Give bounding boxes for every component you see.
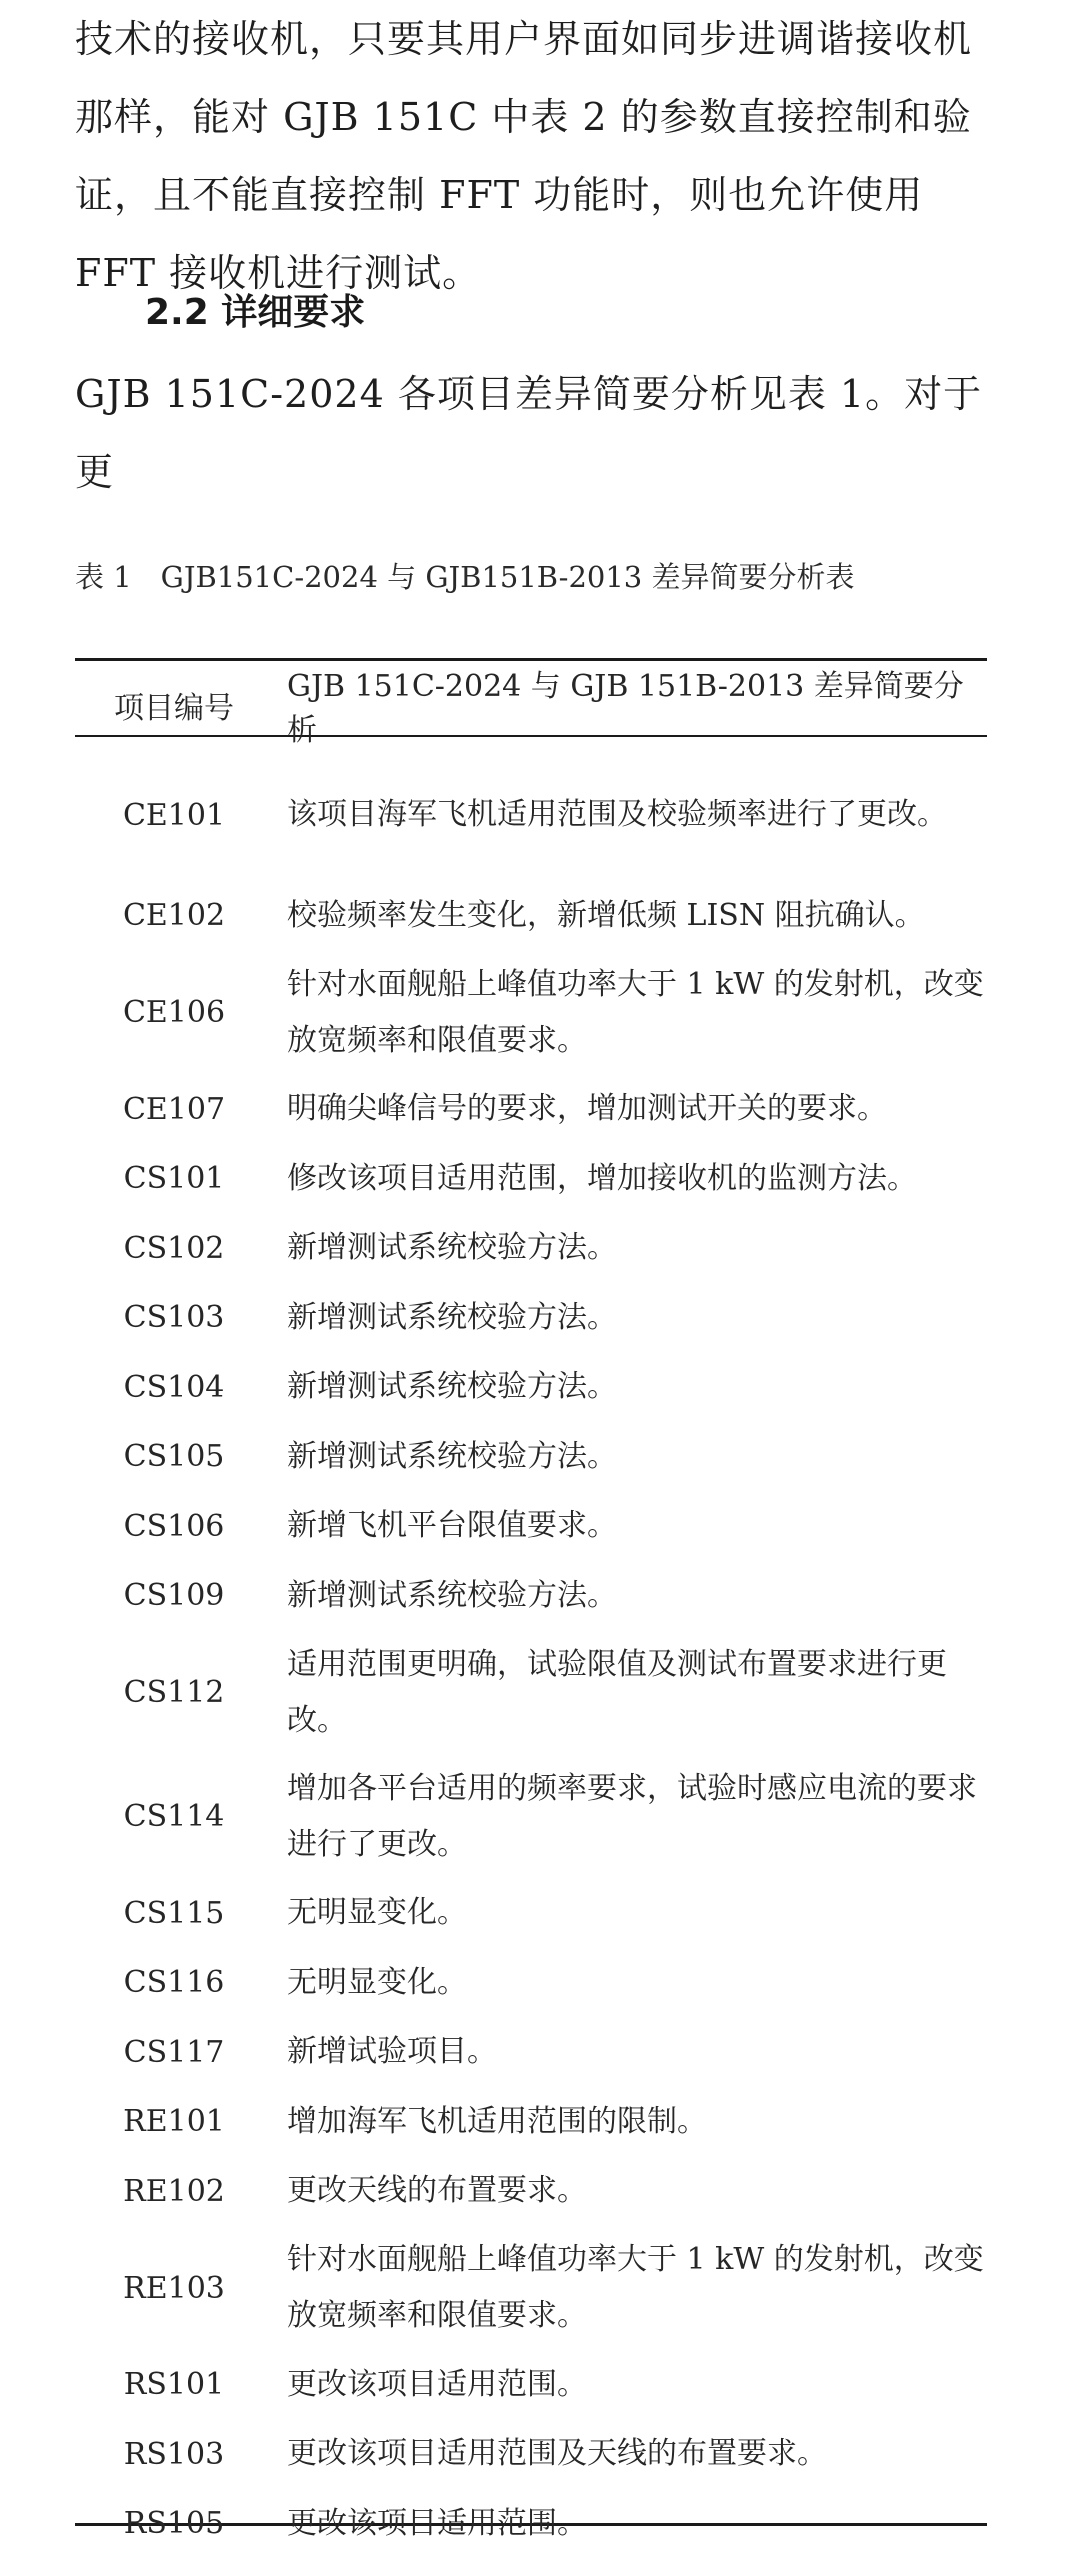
table-row	[75, 749, 987, 881]
section-paragraph: GJB 151C-2024 各项目差异简要分析见表 1。对于更	[75, 372, 983, 494]
table-row	[75, 2420, 987, 2490]
item-analysis: 修改该项目适用范围，增加接收机的监测方法。	[287, 1160, 917, 1196]
table-row	[75, 1561, 987, 1631]
table-row	[75, 2489, 987, 2559]
table-row	[75, 1144, 987, 1214]
table-row	[75, 1075, 987, 1145]
item-code: CS109	[123, 1578, 225, 1614]
header-analysis: GJB 151C-2024 与 GJB 151B-2013 差异简要分析	[287, 669, 964, 748]
table-row	[75, 2350, 987, 2420]
item-analysis: 该项目海军飞机适用范围及校验频率进行了更改。	[287, 797, 947, 832]
table-row	[75, 2018, 987, 2088]
item-analysis: 无明显变化。	[287, 1964, 467, 2000]
item-analysis: 新增试验项目。	[287, 2034, 497, 2070]
item-analysis: 新增测试系统校验方法。	[287, 1369, 617, 1405]
item-analysis: 更改该项目适用范围及天线的布置要求。	[287, 2436, 827, 2472]
item-analysis: 适用范围更明确，试验限值及测试布置要求进行更改。	[287, 1646, 947, 1738]
table-caption: 表 1 GJB151C-2024 与 GJB151B-2013 差异简要分析表	[75, 560, 855, 594]
item-code: CS102	[123, 1230, 225, 1266]
item-code: CE106	[122, 995, 226, 1030]
table-row	[75, 2087, 987, 2157]
item-analysis: 新增测试系统校验方法。	[287, 1577, 617, 1613]
item-code: CS112	[123, 1675, 225, 1710]
item-code: CS103	[123, 1300, 225, 1336]
difference-table	[75, 661, 987, 2559]
item-analysis: 校验频率发生变化，新增低频 LISN 阻抗确认。	[287, 897, 925, 933]
item-analysis: 针对水面舰船上峰值功率大于 1 kW 的发射机，改变放宽频率和限值要求。	[287, 966, 984, 1058]
table-row	[75, 881, 987, 951]
item-analysis: 更改该项目适用范围。	[287, 2366, 587, 2402]
intro-paragraph: 技术的接收机，只要其用户界面如同步进调谐接收机那样，能对 GJB 151C 中表 2 的参数直接控制和验证，且不能直接控制 FFT 功能时，则也允许使用 FFT 接收机进行测试。	[75, 17, 973, 295]
item-analysis: 新增测试系统校验方法。	[287, 1230, 617, 1266]
item-analysis: 增加各平台适用的频率要求，试验时感应电流的要求进行了更改。	[287, 1770, 977, 1862]
item-code: CS115	[123, 1895, 225, 1931]
item-code: CS114	[123, 1799, 225, 1834]
table-row	[75, 951, 987, 1075]
table-row	[75, 2157, 987, 2227]
item-analysis: 新增测试系统校验方法。	[287, 1438, 617, 1474]
table-row	[75, 1283, 987, 1353]
item-analysis: 针对水面舰船上峰值功率大于 1 kW 的发射机，改变放宽频率和限值要求。	[287, 2242, 984, 2333]
table-row	[75, 2226, 987, 2350]
item-analysis: 新增测试系统校验方法。	[287, 1299, 617, 1335]
table-row	[75, 1422, 987, 1492]
table-row	[75, 1631, 987, 1755]
item-analysis: 明确尖峰信号的要求，增加测试开关的要求。	[287, 1091, 887, 1127]
item-code: CS105	[123, 1439, 225, 1475]
item-code: RS105	[123, 2506, 225, 2542]
item-code: RE103	[123, 2270, 225, 2306]
item-code: CS117	[123, 2034, 225, 2070]
header-code: 项目编号	[114, 691, 234, 726]
item-code: CE101	[122, 797, 226, 833]
item-analysis: 更改该项目适用范围。	[287, 2505, 587, 2541]
item-code: CS106	[123, 1508, 225, 1544]
table-header-row	[75, 661, 987, 749]
table-row	[75, 1879, 987, 1949]
item-code: CS104	[123, 1369, 225, 1405]
item-code: RE102	[123, 2173, 225, 2209]
item-analysis: 更改天线的布置要求。	[287, 2173, 587, 2209]
item-code: CE107	[122, 1091, 226, 1127]
section-heading: 2.2 详细要求	[145, 292, 366, 333]
table-row	[75, 1948, 987, 2018]
table-row	[75, 1353, 987, 1423]
item-code: CE102	[122, 898, 226, 934]
item-code: RE101	[123, 2104, 225, 2140]
item-code: RS101	[123, 2367, 225, 2403]
item-analysis: 无明显变化。	[287, 1895, 467, 1931]
item-code: CS116	[123, 1965, 225, 2001]
item-analysis: 新增飞机平台限值要求。	[287, 1508, 617, 1544]
item-code: RS103	[123, 2436, 225, 2472]
item-code: CS101	[123, 1161, 225, 1197]
table-row	[75, 1755, 987, 1879]
table-row	[75, 1214, 987, 1284]
item-analysis: 增加海军飞机适用范围的限制。	[287, 2103, 707, 2139]
table-row	[75, 1492, 987, 1562]
